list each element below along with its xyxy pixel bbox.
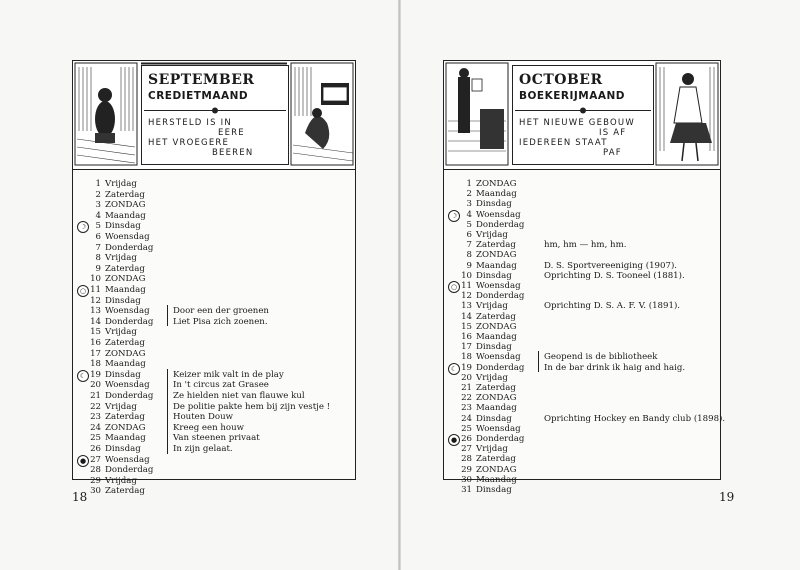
calendar-row [73,327,193,338]
calendar-note: In de bar drink ik haig and haig. [544,362,686,373]
month-subtitle: BOEKERIJMAAND [519,90,626,102]
last-quarter-icon: ☾ [448,363,460,375]
page-number: 19 [719,490,735,504]
weekday: Maandag [105,210,146,221]
weekday: ZONDAG [105,348,146,359]
calendar-row [73,274,193,285]
day-number: 16 [461,332,472,342]
day-number: 14 [90,316,101,327]
weekday: Vrijdag [105,327,137,338]
weekday: Woensdag [476,281,521,291]
weekday: Woensdag [476,209,521,220]
weekday: Maandag [476,403,517,414]
day-number: 12 [90,295,101,306]
motto-line-1: HET NIEUWE GEBOUW [519,118,635,128]
calendar-row [73,465,193,476]
day-number: 22 [90,401,101,412]
brace [538,351,542,371]
calendar-note: Geopend is de bibliotheek [544,352,658,363]
new-moon-icon: ● [77,455,89,467]
ornament-bar [515,106,651,115]
day-number: 8 [466,250,472,261]
day-number: 17 [90,348,101,359]
month-subtitle: CREDIETMAAND [148,90,249,102]
calendar-row [73,359,193,370]
weekday: Woensdag [105,232,150,242]
calendar-note: Oprichting D. S. A. F. V. (1891). [544,301,681,312]
weekday: Donderdag [105,391,154,401]
calendar-row [73,232,193,243]
weekday: Zaterdag [105,189,145,200]
day-number: 15 [90,327,101,338]
day-number: 26 [90,444,101,454]
day-number: 7 [95,242,101,253]
weekday: Woensdag [476,423,521,434]
day-number: 18 [461,352,472,363]
weekday: Dinsdag [476,199,512,210]
month-title: SEPTEMBER [148,72,255,88]
september-title-plate [141,65,289,165]
motto-line-4: PAF [603,148,622,158]
day-number: 20 [461,372,472,383]
calendar-row [73,200,193,211]
day-number: 23 [461,403,472,414]
calendar-row [73,285,193,296]
top-ornament [141,61,287,70]
weekday: Woensdag [105,380,150,391]
calendar-note: Oprichting Hockey en Bandy club (1898). [544,413,726,424]
day-number: 29 [90,475,101,486]
weekday: Dinsdag [476,270,512,281]
calendar-note: Keizer mik valt in de play [173,369,284,380]
weekday: Maandag [476,332,517,342]
day-number: 27 [90,454,101,465]
calendar-row [444,485,564,496]
first-quarter-icon: ☽ [77,221,89,233]
calendar-row [73,338,193,349]
weekday: Vrijdag [105,401,137,412]
day-number: 9 [95,263,101,274]
weekday: Woensdag [105,454,150,465]
calendar-note: D. S. Sportvereeniging (1907). [544,260,678,271]
brace [167,305,171,326]
weekday: ZONDAG [476,179,517,189]
day-number: 25 [461,423,472,434]
calendar-row [73,179,193,190]
weekday: Woensdag [105,306,150,317]
brace [167,369,171,411]
day-number: 13 [90,306,101,317]
day-number: 8 [95,253,101,264]
page-number: 18 [72,490,88,504]
day-number: 2 [95,189,101,200]
weekday: ZONDAG [476,250,517,261]
day-number: 5 [95,221,101,232]
day-number: 5 [466,219,472,230]
calendar-note: Ze hielden niet van flauwe kul [173,391,305,401]
weekday: Maandag [476,189,517,200]
weekday: Dinsdag [105,221,141,232]
day-number: 4 [95,210,101,221]
weekday: Maandag [105,433,146,444]
first-quarter-icon: ☽ [448,210,460,222]
motto-line-2: EERE [218,128,245,138]
day-number: 10 [461,270,472,281]
day-number: 1 [466,179,472,189]
day-number: 3 [466,199,472,210]
day-number: 11 [90,285,101,295]
calendar-row [73,264,193,275]
day-number: 18 [90,359,101,370]
calendar-row [73,296,193,307]
calendar-note: De politie pakte hem bij zijn vestje ! [173,401,331,412]
day-number: 24 [90,422,101,433]
weekday: Maandag [476,260,517,271]
calendar-note: Oprichting D. S. Tooneel (1881). [544,270,685,281]
weekday: ZONDAG [476,321,517,332]
weekday: Donderdag [476,291,525,302]
new-moon-icon: ● [448,434,460,446]
weekday: ZONDAG [476,393,517,404]
calendar-note: Van steenen privaat [173,433,260,444]
weekday: Zaterdag [476,311,516,322]
weekday: ZONDAG [105,200,146,211]
weekday: Zaterdag [476,454,516,465]
day-number: 19 [461,362,472,373]
day-number: 6 [466,230,472,240]
day-number: 27 [461,444,472,455]
day-number: 16 [90,338,101,348]
day-number: 12 [461,291,472,302]
weekday: Vrijdag [476,372,508,383]
day-number: 28 [90,465,101,476]
weekday: Maandag [105,359,146,370]
day-number: 30 [90,486,101,497]
weekday: Vrijdag [105,179,137,189]
day-number: 7 [466,240,472,251]
day-number: 10 [90,274,101,285]
weekday: Vrijdag [476,230,508,240]
calendar-row [73,486,193,497]
day-number: 21 [461,383,472,393]
weekday: ZONDAG [105,422,146,433]
weekday: ZONDAG [476,464,517,475]
day-number: 31 [461,485,472,495]
calendar-row [73,349,193,360]
calendar-row [73,253,193,264]
weekday: Donderdag [105,242,154,253]
weekday: Donderdag [476,362,525,373]
day-number: 1 [95,179,101,189]
weekday: Donderdag [476,219,525,230]
weekday: Vrijdag [476,444,508,455]
calendar-row [73,211,193,222]
september-banner [73,61,355,170]
day-number: 24 [461,413,472,424]
weekday: Dinsdag [476,413,512,424]
day-number: 6 [95,232,101,242]
calendar-note: Kreeg een houw [173,422,244,433]
october-title-plate [512,65,654,165]
day-number: 28 [461,454,472,465]
weekday: Donderdag [476,434,525,444]
motto-line-1: HERSTELD IS IN [148,118,232,128]
day-number: 3 [95,200,101,211]
full-moon-icon: ○ [77,285,89,297]
day-number: 2 [466,189,472,200]
weekday: Vrijdag [105,475,137,486]
weekday: Vrijdag [476,301,508,312]
weekday: Donderdag [105,465,154,476]
day-number: 15 [461,321,472,332]
calendar-note: Houten Douw [173,412,233,423]
day-number: 9 [466,260,472,271]
weekday: ZONDAG [105,274,146,285]
weekday: Vrijdag [105,253,137,264]
weekday: Maandag [476,474,517,485]
day-number: 14 [461,311,472,322]
calendar-note: In 't circus zat Grasee [173,380,269,391]
calendar-row [73,190,193,201]
weekday: Dinsdag [105,369,141,380]
september-frame [72,60,356,497]
weekday: Dinsdag [105,295,141,306]
day-number: 25 [90,433,101,444]
weekday: Dinsdag [476,485,512,495]
calendar-row [73,455,193,466]
day-number: 23 [90,412,101,423]
calendar-row [73,243,193,254]
weekday: Dinsdag [105,444,141,454]
day-number: 26 [461,434,472,444]
day-number: 19 [90,369,101,380]
calendar-note: hm, hm — hm, hm. [544,240,627,251]
day-number: 20 [90,380,101,391]
calendar-note: Door een der groenen [173,306,269,317]
last-quarter-icon: ☾ [77,370,89,382]
october-frame [443,60,726,495]
weekday: Zaterdag [105,338,145,348]
day-number: 21 [90,391,101,401]
motto-line-3: HET VROEGERE [148,138,230,148]
day-number: 4 [466,209,472,220]
weekday: Zaterdag [105,412,145,423]
calendar-note: In zijn gelaat. [173,444,233,454]
day-number: 30 [461,474,472,485]
october-banner [444,61,720,170]
left-page [0,0,398,570]
month-title: OCTOBER [519,72,603,88]
brace [167,411,171,453]
ornament-bar [144,106,286,115]
day-number: 17 [461,342,472,353]
day-number: 13 [461,301,472,312]
motto-line-4: BEEREN [212,148,254,158]
weekday: Donderdag [105,316,154,327]
weekday: Zaterdag [105,263,145,274]
weekday: Zaterdag [105,486,145,497]
weekday: Woensdag [476,352,521,363]
weekday: Dinsdag [476,342,512,353]
calendar-row [73,221,193,232]
full-moon-icon: ○ [448,281,460,293]
weekday: Zaterdag [476,240,516,251]
day-number: 29 [461,464,472,475]
calendar-row [73,476,193,487]
weekday: Maandag [105,285,146,295]
day-number: 11 [461,281,472,291]
motto-line-2: IS AF [599,128,627,138]
calendar-note: Liet Pisa zich zoenen. [173,316,268,327]
right-page [401,0,799,570]
motto-line-3: IEDEREEN STAAT [519,138,608,148]
weekday: Zaterdag [476,383,516,393]
day-number: 22 [461,393,472,404]
